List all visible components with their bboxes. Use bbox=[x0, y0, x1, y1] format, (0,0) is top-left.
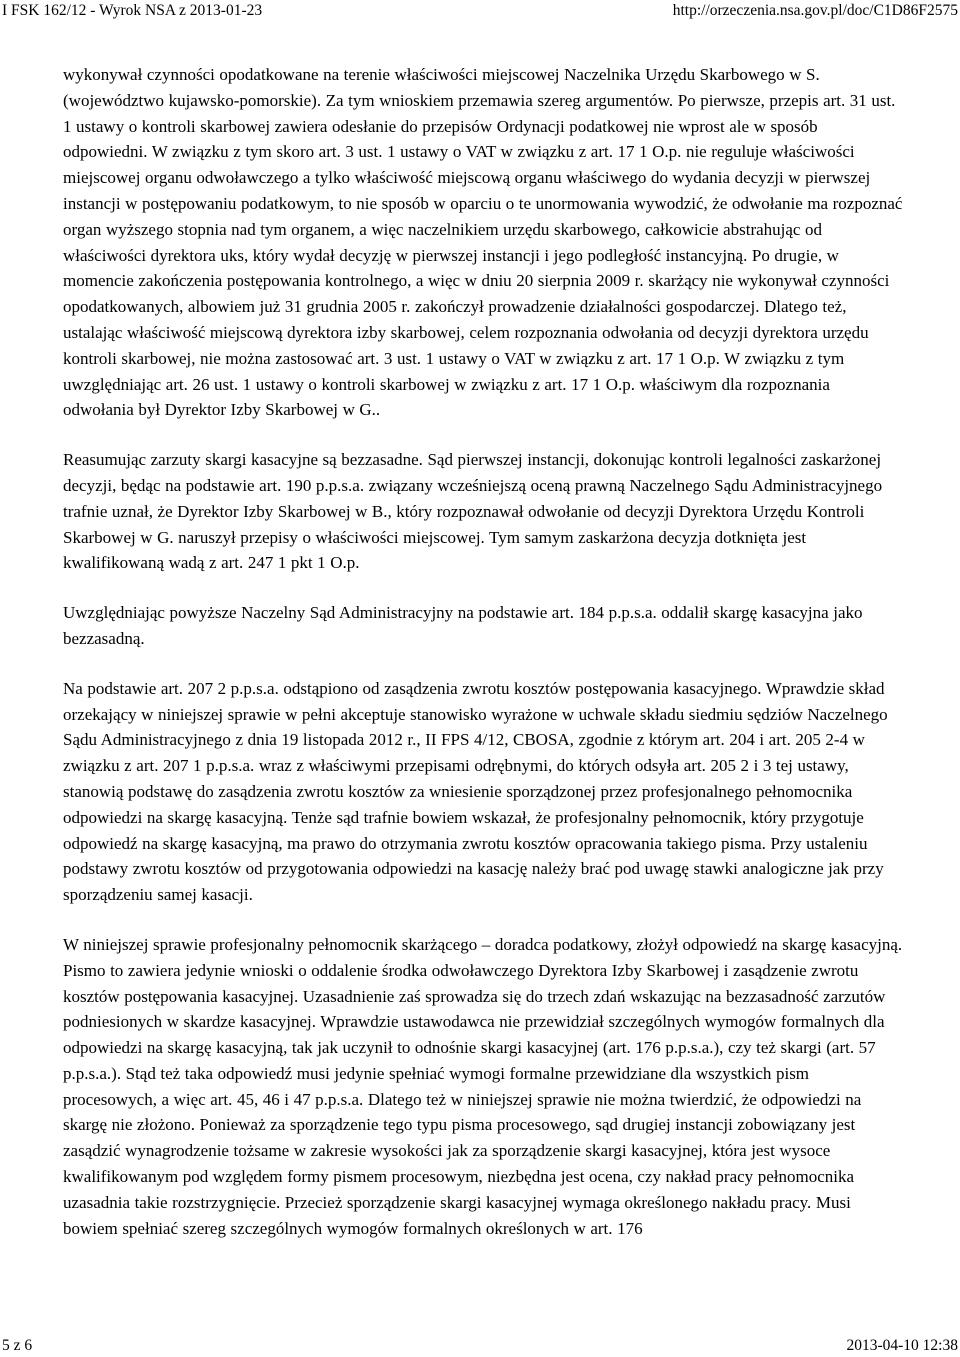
page-number: 5 z 6 bbox=[2, 1337, 33, 1354]
document-url: http://orzeczenia.nsa.gov.pl/doc/C1D86F2575 bbox=[672, 2, 958, 19]
page-footer bbox=[0, 1336, 960, 1356]
print-timestamp: 2013-04-10 12:38 bbox=[846, 1337, 958, 1354]
document-title: I FSK 162/12 - Wyrok NSA z 2013-01-23 bbox=[2, 2, 263, 19]
page-header bbox=[0, 0, 960, 24]
paragraph-2: Reasumując zarzuty skargi kasacyjne są bezzasadne. Sąd pierwszej instancji, dokonując kontroli legalności zaskarżonej decyzji, będąc na podstawie art. 190 p.p.s.a. związany wcześniejszą oceną prawną Naczelnego Sądu Administracyjnego trafnie uznał, że Dyrektor Izby Skarbowej w B., który rozpoznawał odwołanie od decyzji Dyrektora Urzędu Kontroli Skarbowej w G. naruszył przepisy o właściwości miejscowej. Tym samym zaskarżona decyzja dotknięta jest kwalifikowaną wadą z art. 247 1 pkt 1 O.p. bbox=[63, 450, 883, 573]
paragraph-5: W niniejszej sprawie profesjonalny pełnomocnik skarżącego – doradca podatkowy, złożył odpowiedź na skargę kasacyjną. Pismo to zawiera jedynie wnioski o oddalenie środka odwoławczego Dyrektora Izby Skarbowej i zasądzenie zwrotu kosztów postępowania kasacyjnej. Uzasadnienie zaś sprowadza się do trzech zdań wskazując na bezzasadność zarzutów podniesionych w skardze kasacyjnej. Wprawdzie ustawodawca nie przewidział szczególnych wymogów formalnych dla odpowiedzi na skargę kasacyjną, tak jak uczynił to odnośnie skargi kasacyjnej (art. 176 p.p.s.a.), czy też skargi (art. 57 p.p.s.a.). Stąd też taka odpowiedź musi jedynie spełniać wymogi formalne przewidziane dla wszystkich pism procesowych, a więc art. 45, 46 i 47 p.p.s.a. Dlatego też w niniejszej sprawie nie można twierdzić, że odpowiedzi na skargę nie złożono. Ponieważ za sporządzenie tego typu pisma procesowego, sąd drugiej instancji zobowiązany jest zasądzić wynagrodzenie tożsame w zakresie wysokości jak za sporządzenie skargi kasacyjnej, która jest wysoce kwalifikowanym pod względem formy pismem procesowym, niezbędna jest ocena, czy nakład pracy pełnomocnika uzasadnia takie rozstrzygnięcie. Przecież sporządzenie skargi kasacyjnej wymaga określonego nakładu pracy. Musi bowiem spełniać szereg szczególnych wymogów formalnych określonych w art. 176 bbox=[63, 934, 903, 1238]
paragraph-3: Uwzględniając powyższe Naczelny Sąd Administracyjny na podstawie art. 184 p.p.s.a. oddalił skargę kasacyjna jako bezzasadną. bbox=[63, 603, 863, 648]
document-body bbox=[63, 62, 903, 1265]
paragraph-4: Na podstawie art. 207 2 p.p.s.a. odstąpiono od zasądzenia zwrotu kosztów postępowania kasacyjnego. Wprawdzie skład orzekający w niniejszej sprawie w pełni akceptuje stanowisko wyrażone w uchwale składu siedmiu sędziów Naczelnego Sądu Administracyjnego z dnia 19 listopada 2012 r., II FPS 4/12, CBOSA, zgodnie z którym art. 204 i art. 205 2-4 w związku z art. 207 1 p.p.s.a. wraz z właściwymi przepisami odrębnymi, do których odsyła art. 205 2 i 3 tej ustawy, stanowią podstawę do zasądzenia zwrotu kosztów za wniesienie sporządzonej przez profesjonalnego pełnomocnika odpowiedzi na skargę kasacyjną. Tenże sąd trafnie bowiem wskazał, że profesjonalny pełnomocnik, który przygotuje odpowiedź na skargę kasacyjną, ma prawo do otrzymania zwrotu kosztów opracowania takiego pisma. Przy ustaleniu podstawy zwrotu kosztów od przygotowania odpowiedzi na kasację należy brać pod uwagę stawki analogiczne jak przy sporządzeniu samej kasacji. bbox=[63, 678, 888, 905]
paragraph-1: wykonywał czynności opodatkowane na terenie właściwości miejscowej Naczelnika Urzędu Skarbowego w S. (województwo kujawsko-pomorskie). Za tym wnioskiem przemawia szereg argumentów. Po pierwsze, przepis art. 31 ust. 1 ustawy o kontroli skarbowej zawiera odesłanie do przepisów Ordynacji podatkowej nie wprost ale w sposób odpowiedni. W związku z tym skoro art. 3 ust. 1 ustawy o VAT w związku z art. 17 1 O.p. nie reguluje właściwości miejscowej organu odwoławczego a tylko właściwość miejscową organu właściwego do wydania decyzji w pierwszej instancji w postępowaniu podatkowym, to nie sposób w oparciu o te unormowania wywodzić, że odwołanie ma rozpoznać organ wyższego stopnia nad tym organem, a więc naczelnikiem urzędu skarbowego, całkowicie abstrahując od właściwości dyrektora uks, który wydał decyzję w pierwszej instancji i jego podległość instancyjną. Po drugie, w momencie zakończenia postępowania kontrolnego, a więc w dniu 20 sierpnia 2009 r. skarżący nie wykonywał czynności opodatkowanych, albowiem już 31 grudnia 2005 r. zakończył prowadzenie działalności gospodarczej. Dlatego też, ustalając właściwość miejscową dyrektora izby skarbowej, celem rozpoznania odwołania od decyzji dyrektora urzędu kontroli skarbowej, nie można zastosować art. 3 ust. 1 ustawy o VAT w związku z art. 17 1 O.p. W związku z tym uwzględniając art. 26 ust. 1 ustawy o kontroli skarbowej w związku z art. 17 1 O.p. właściwym dla rozpoznania odwołania był Dyrektor Izby Skarbowej w G.. bbox=[63, 65, 903, 420]
